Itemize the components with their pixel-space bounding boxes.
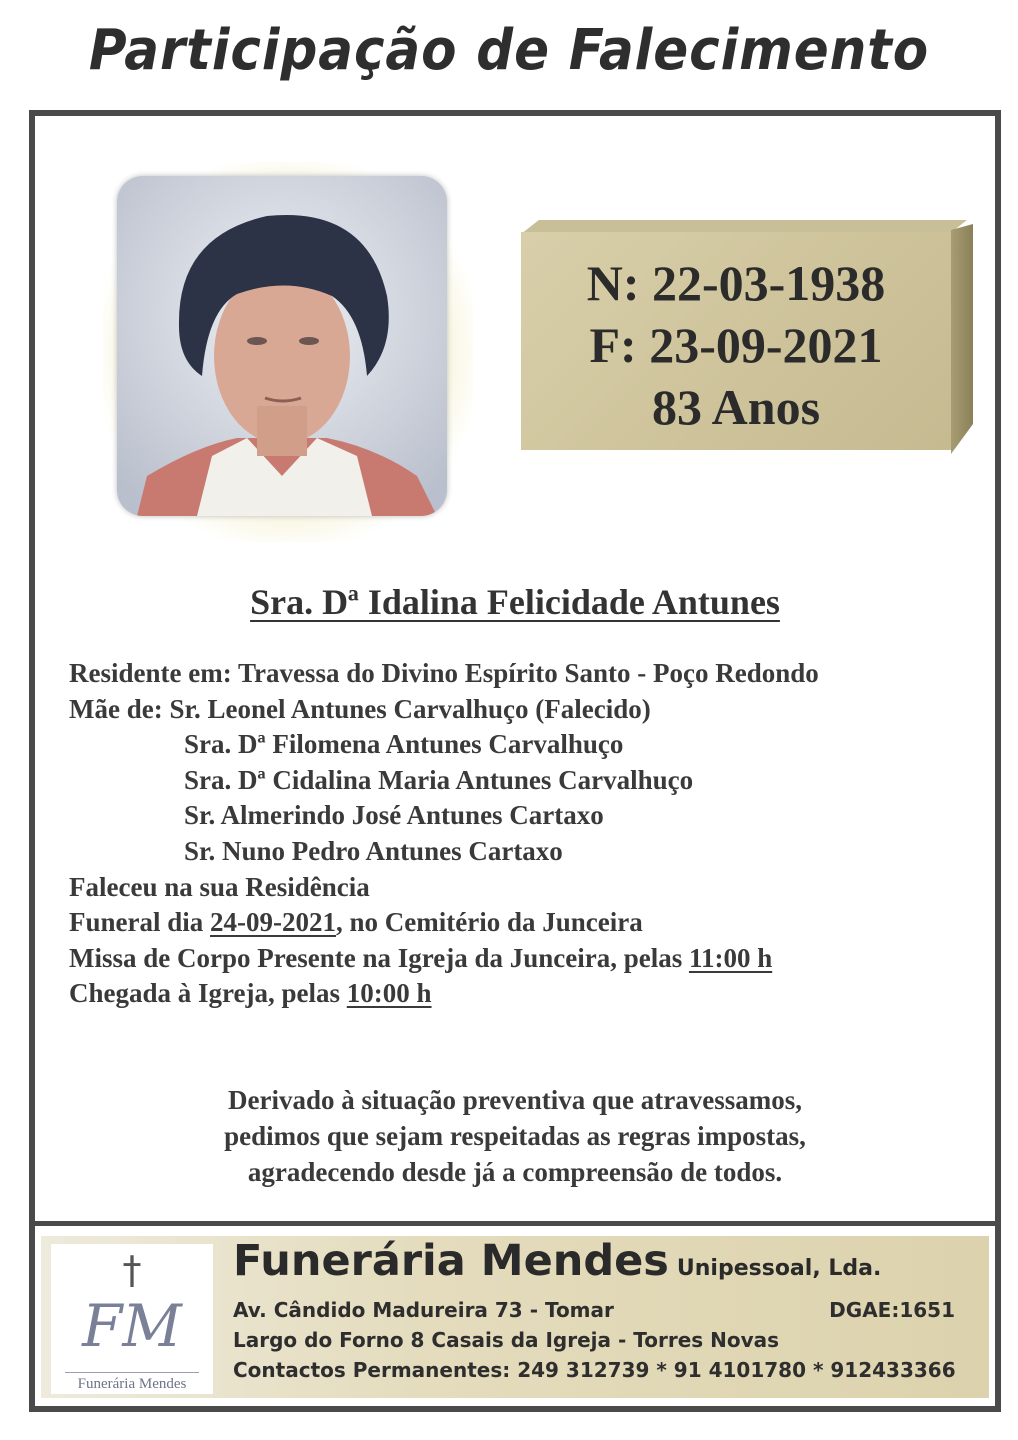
contacts-line: Contactos Permanentes: 249 312739 * 91 4101780 * 912433366 [233,1358,956,1382]
child-name: Sra. Dª Cidalina Maria Antunes Carvalhuço [184,764,694,795]
mass-prefix: Missa de Corpo Presente na Igreja da Junceira, pelas [69,942,689,973]
dates-plaque [521,232,951,450]
logo-divider [65,1372,199,1373]
child-name: Sra. Dª Filomena Antunes Carvalhuço [184,729,624,760]
mother-of-line [69,692,969,728]
plaque-side-edge [951,224,973,454]
cross-icon: † [122,1248,142,1292]
notice-line-3: agradecendo desde já a compreensão de todos. [247,1157,783,1187]
funeral-prefix: Funeral dia [69,907,211,938]
monogram-logo: FM [82,1292,182,1360]
funeral-home-banner [41,1236,989,1398]
covid-notice [35,1082,995,1190]
company-name: Funerária Mendes [233,1236,669,1286]
funeral-home-logo [51,1244,213,1394]
child-name: Sr. Almerindo José Antunes Cartaxo [184,800,604,831]
residence-line: Residente em: Travessa do Divino Espírito Santo - Poço Redondo [69,658,819,688]
funeral-home-name [233,1236,881,1286]
funeral-line [69,905,969,941]
footer-divider [35,1221,995,1226]
notice-frame [29,110,1001,1412]
arrival-prefix: Chegada à Igreja, pelas [69,978,347,1009]
mass-time: 11:00 h [688,942,773,973]
page-title: Participação de Falecimento [88,18,930,83]
birth-date: N: 22-03-1938 [586,255,886,311]
place-of-death-line: Faleceu na sua Residência [69,871,370,902]
notice-line-1: Derivado à situação preventiva que atravessamos, [228,1085,802,1115]
address-tomar: Av. Cândido Madureira 73 - Tomar [233,1298,614,1322]
deceased-name-block [35,581,995,623]
address-torres-novas: Largo do Forno 8 Casais da Igreja - Torres Novas [233,1328,780,1352]
logo-caption: Funerária Mendes [77,1376,187,1392]
death-date: F: 23-09-2021 [589,317,883,373]
mass-line [69,941,969,977]
age: 83 Anos [651,379,821,435]
arrival-line [69,976,969,1012]
company-suffix: Unipessoal, Lda. [676,1256,882,1281]
child-name: Sr. Nuno Pedro Antunes Cartaxo [184,835,563,866]
arrival-time: 10:00 h [346,978,432,1009]
notice-line-2: pedimos que sejam respeitadas as regras impostas, [224,1121,806,1151]
child-name: Sr. Leonel Antunes Carvalhuço (Falecido) [169,693,651,724]
funeral-location: , no Cemitério da Junceira [336,907,643,938]
portrait-illustration [117,176,447,516]
mother-of-label: Mãe de: [69,693,170,724]
deceased-name: Sra. Dª Idalina Felicidade Antunes [250,582,780,622]
dgae-number: DGAE:1651 [829,1298,955,1322]
funeral-date: 24-09-2021 [210,907,336,938]
portrait-photo [117,176,447,516]
obituary-details [69,656,969,1012]
